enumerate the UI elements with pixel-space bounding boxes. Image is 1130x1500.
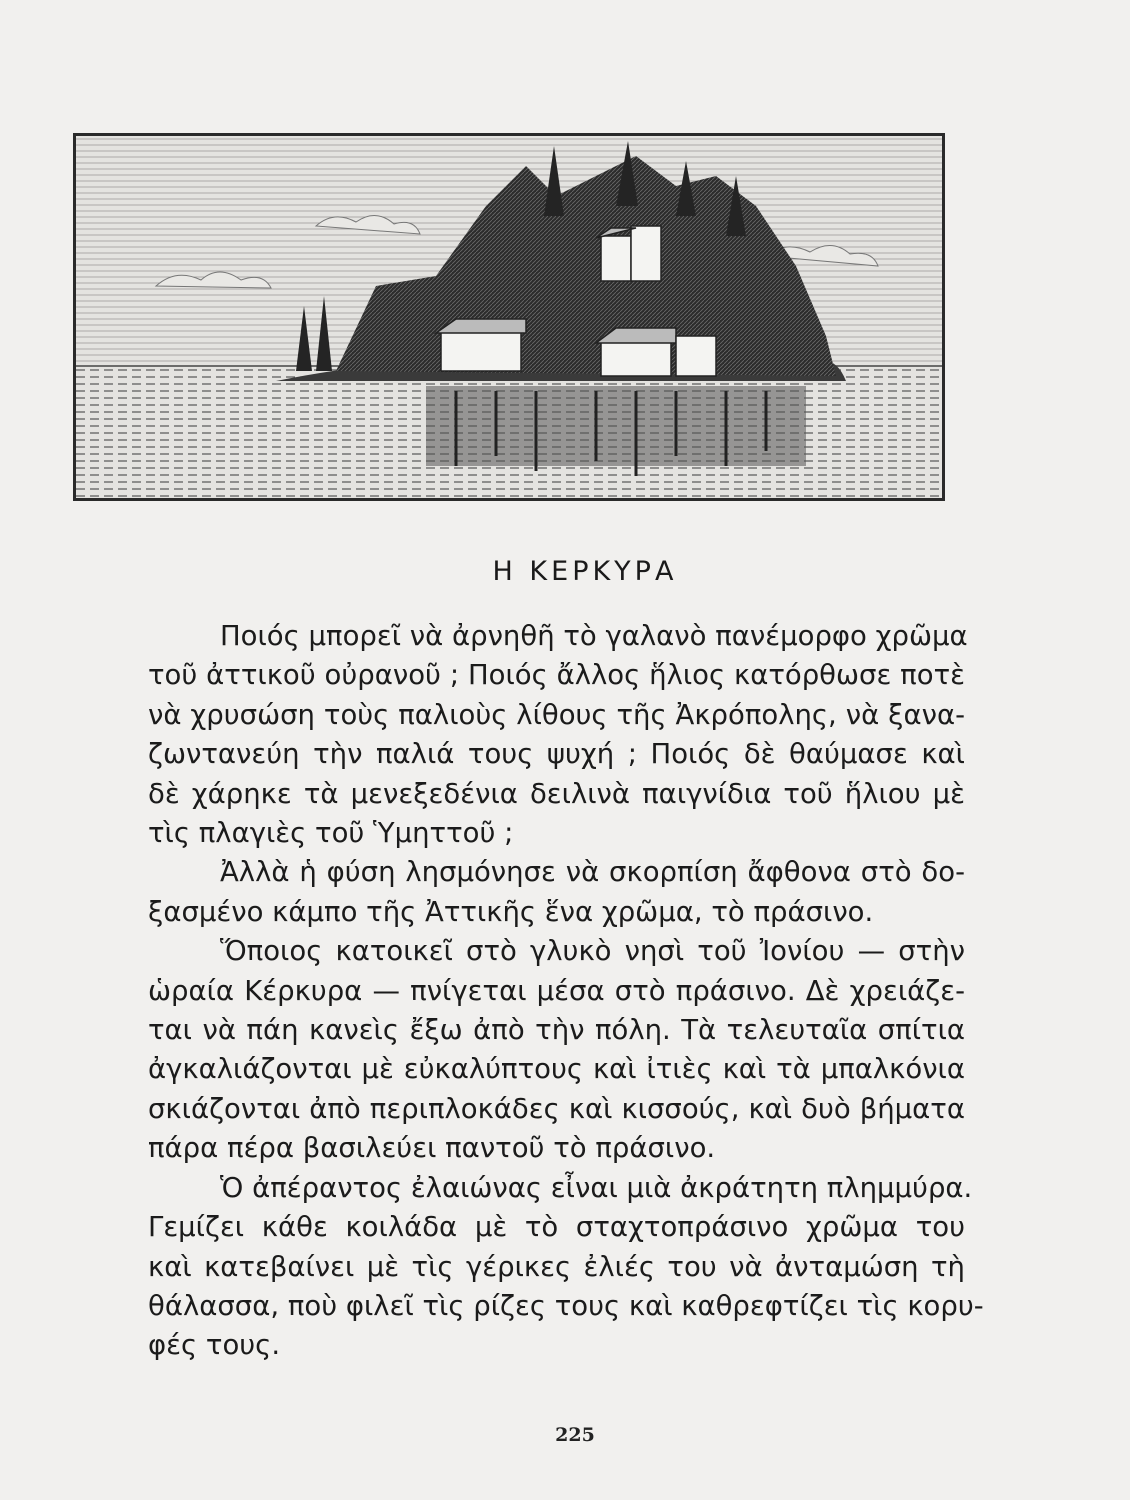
text-line: Ὅποιος κατοικεῖ στὸ γλυκὸ νησὶ τοῦ Ἰονίου — στὴν [220,935,965,968]
island-engraving-icon [76,136,942,498]
text-line: καὶ κατεβαίνει μὲ τὶς γέρικες ἐλιές του νὰ ἀνταμώση τὴ [148,1250,965,1283]
text-line: ἀγκαλιάζονται μὲ εὐκαλύπτους καὶ ἰτιὲς καὶ τὰ μπαλκόνια [148,1053,965,1086]
paragraph-2 [75,853,965,932]
chapter-title: Η ΚΕΡΚΥΡΑ [492,556,678,587]
text-line: ξασμένο κάμπο τῆς Ἀττικῆς ἕνα χρῶμα, τὸ πράσινο. [148,895,874,928]
text-line: φές τους. [148,1329,281,1362]
text-line: Ἀλλὰ ἡ φύση λησμόνησε νὰ σκορπίση ἄφθονα στὸ δο- [220,856,965,889]
text-line: δὲ χάρηκε τὰ μενεξεδένια δειλινὰ παιγνίδια τοῦ ἥλιου μὲ [148,777,965,810]
text-line: θάλασσα, ποὺ φιλεῖ τὶς ρίζες τους καὶ καθρεφτίζει τὶς κορυ- [148,1289,984,1322]
text-line: Γεμίζει κάθε κοιλάδα μὲ τὸ σταχτοπράσινο χρῶμα του [148,1211,965,1244]
body-text [75,617,984,1366]
text-line: τὶς πλαγιὲς τοῦ Ὑμηττοῦ ; [148,817,514,850]
text-line: σκιάζονται ἀπὸ περιπλοκάδες καὶ κισσούς, καὶ δυὸ βήματα [148,1092,965,1125]
paragraph-3 [75,932,965,1168]
text-line: Ποιός μπορεῖ νὰ ἀρνηθῆ τὸ γαλανὸ πανέμορφο χρῶμα [220,620,968,652]
text-line: πάρα πέρα βασιλεύει παντοῦ τὸ πράσινο. [148,1132,716,1165]
paragraph-4 [75,1169,984,1366]
island-illustration [73,133,945,501]
page-number: 225 [555,1424,595,1446]
paragraph-1 [75,617,968,853]
text-line: Ὁ ἀπέραντος ἐλαιώνας εἶναι μιὰ ἀκράτητη πλημμύρα. [220,1171,973,1204]
text-line: ὡραία Κέρκυρα — πνίγεται μέσα στὸ πράσινο. Δὲ χρειάζε- [148,974,965,1007]
text-line: ζωντανεύη τὴν παλιά τους ψυχή ; Ποιός δὲ θαύμασε καὶ [148,738,965,771]
text-line: τοῦ ἀττικοῦ οὐρανοῦ ; Ποιός ἄλλος ἥλιος κατόρθωσε ποτὲ [148,659,965,692]
text-line: νὰ χρυσώση τοὺς παλιοὺς λίθους τῆς Ἀκρόπολης, νὰ ξανα- [148,698,965,731]
text-line: ται νὰ πάη κανεὶς ἔξω ἀπὸ τὴν πόλη. Τὰ τελευταῖα σπίτια [148,1014,965,1047]
